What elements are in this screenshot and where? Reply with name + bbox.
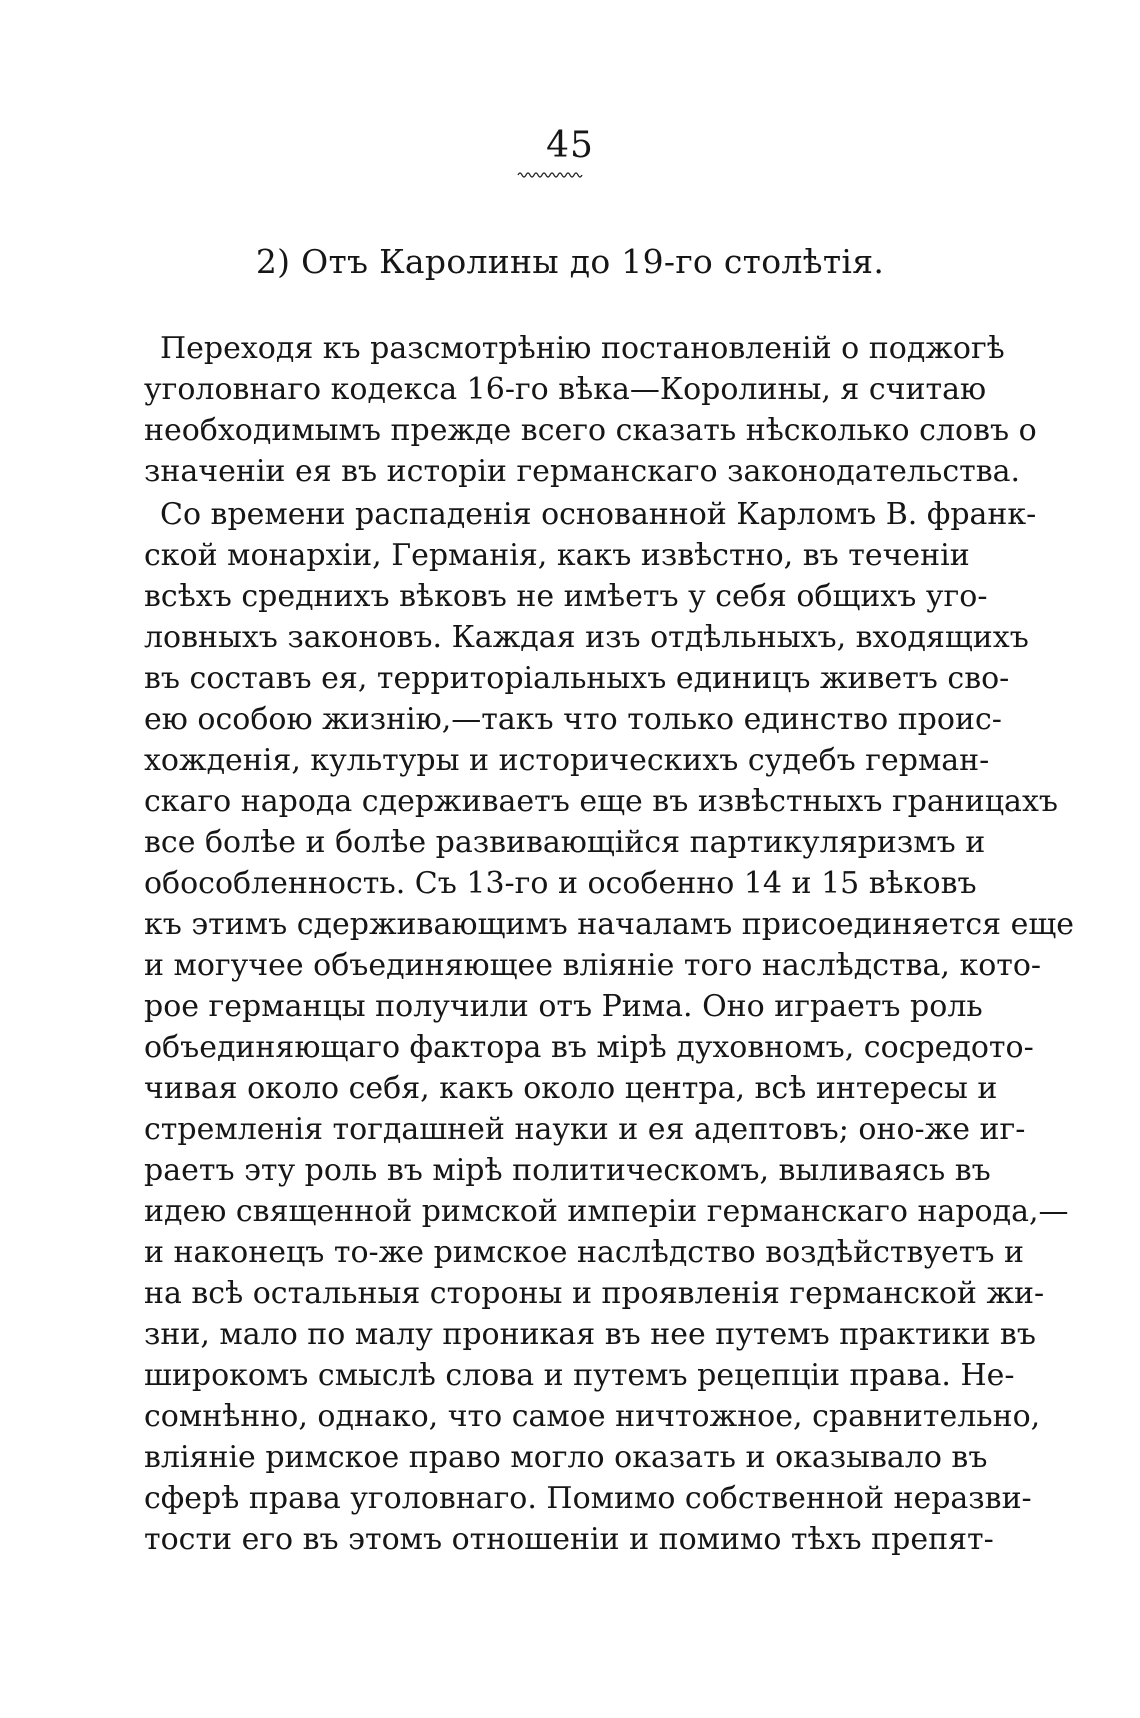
text-line: обособленность. Съ 13-го и особенно 14 и 15 вѣковъ	[144, 866, 977, 901]
text-line: рое германцы получили отъ Рима. Оно играетъ роль	[144, 989, 983, 1024]
paragraph-2	[144, 494, 1074, 1560]
text-line: въ составъ ея, территоріальныхъ единицъ живетъ сво-	[144, 661, 1010, 696]
wavy-rule-ornament	[518, 170, 582, 180]
text-line: сферѣ права уголовнаго. Помимо собственной неразви-	[144, 1481, 1032, 1516]
text-line: необходимымъ прежде всего сказать нѣсколько словъ о	[144, 413, 1037, 448]
text-line: широкомъ смыслѣ слова и путемъ рецепціи права. Не-	[144, 1358, 1015, 1393]
text-line: значеніи ея въ исторіи германскаго законодательства.	[144, 454, 1021, 489]
text-line: Со времени распаденія основанной Карломъ В. франк-	[160, 497, 1037, 532]
text-line: сомнѣнно, однако, что самое ничтожное, сравнительно,	[144, 1399, 1041, 1434]
text-line: раетъ эту роль въ мірѣ политическомъ, выливаясь въ	[144, 1153, 991, 1188]
text-line: ловныхъ законовъ. Каждая изъ отдѣльныхъ, входящихъ	[144, 620, 1029, 655]
text-line: все болѣе и болѣе развивающійся партикуляризмъ и	[144, 825, 986, 860]
text-line: уголовнаго кодекса 16-го вѣка—Королины, я считаю	[144, 372, 987, 407]
text-line: скаго народа сдерживаетъ еще въ извѣстныхъ границахъ	[144, 784, 1058, 819]
text-line: стремленія тогдашней науки и ея адептовъ; оно-же иг-	[144, 1112, 1026, 1147]
text-line: ею особою жизнію,—такъ что только единство проис-	[144, 702, 1002, 737]
text-line: ской монархіи, Германія, какъ извѣстно, въ теченіи	[144, 538, 970, 573]
page-number: 45	[546, 125, 594, 166]
text-line: чивая около себя, какъ около центра, всѣ интересы и	[144, 1071, 998, 1106]
text-line: хожденія, культуры и историческихъ судебъ герман-	[144, 743, 990, 778]
text-line: объединяющаго фактора въ мірѣ духовномъ, сосредото-	[144, 1030, 1034, 1065]
text-line: и наконецъ то-же римское наслѣдство воздѣйствуетъ и	[144, 1235, 1024, 1270]
text-line: тости его въ этомъ отношеніи и помимо тѣхъ препят-	[144, 1522, 994, 1557]
text-line: идею священной римской имперіи германскаго народа,—	[144, 1194, 1069, 1229]
text-line: къ этимъ сдерживающимъ началамъ присоединяется еще	[144, 907, 1074, 942]
text-line: Переходя къ разсмотрѣнію постановленій о поджогѣ	[160, 331, 1005, 366]
section-title: 2) Отъ Каролины до 19-го столѣтія.	[255, 242, 885, 281]
paragraph-1	[144, 328, 1037, 492]
text-line: зни, мало по малу проникая въ нее путемъ практики въ	[144, 1317, 1036, 1352]
text-line: и могучее объединяющее вліяніе того наслѣдства, кото-	[144, 948, 1042, 983]
text-line: вліяніе римское право могло оказать и оказывало въ	[144, 1440, 988, 1475]
text-line: всѣхъ среднихъ вѣковъ не имѣетъ у себя общихъ уго-	[144, 579, 988, 614]
text-line: на всѣ остальныя стороны и проявленія германской жи-	[144, 1276, 1045, 1311]
